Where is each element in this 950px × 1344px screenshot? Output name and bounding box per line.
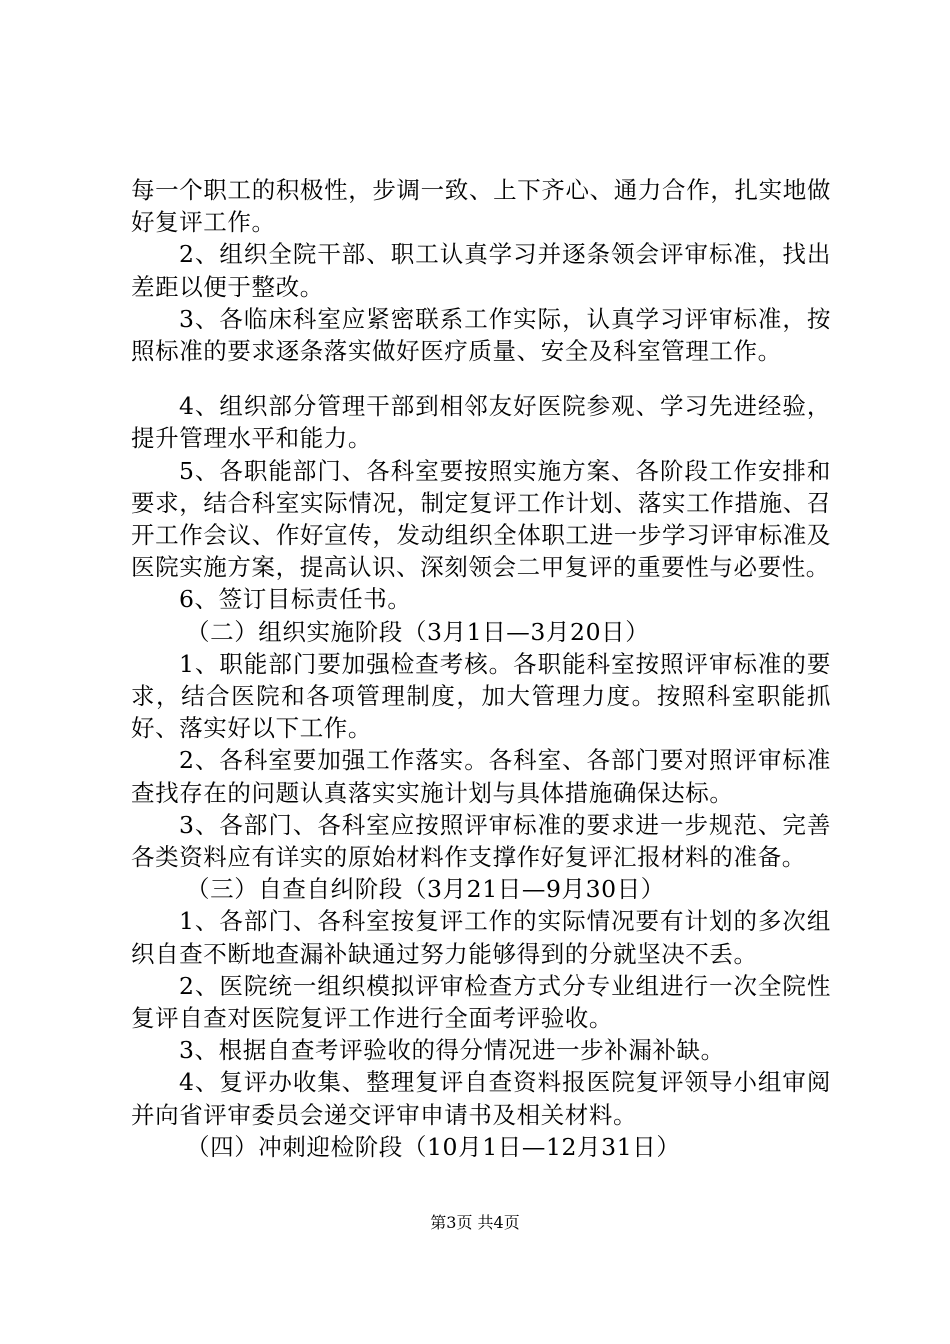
list-item-3-3: 3、根据自查考评验收的得分情况进一步补漏补缺。 (179, 1036, 725, 1065)
list-item-5: 5、各职能部门、各科室要按照实施方案、各阶段工作安排和要求，结合科室实际情况，制定复评工作计划、落实工作措施、召开工作会议、作好宣传，发动组织全体职工进一步学习评审标准及医院实施方案，提高认识、深刻领会二甲复评的重要性与必要性。 (131, 456, 831, 582)
paragraph-continuation: 每一个职工的积极性，步调一致、上下齐心、通力合作，扎实地做好复评工作。 (131, 176, 831, 237)
section-heading-3: （三）自查自纠阶段（3月21日—9月30日） (186, 875, 665, 904)
document-body (131, 174, 831, 1163)
list-item-3-2: 2、医院统一组织模拟评审检查方式分专业组进行一次全院性复评自查对医院复评工作进行全面考评验收。 (131, 971, 831, 1033)
list-item-3-1: 1、各部门、各科室按复评工作的实际情况要有计划的多次组织自查不断地查漏补缺通过努力能够得到的分就坚决不丢。 (131, 907, 831, 968)
section-heading-4: （四）冲刺迎检阶段（10月1日—12月31日） (186, 1132, 681, 1161)
list-item-2-2: 2、各科室要加强工作落实。各科室、各部门要对照评审标准查找存在的问题认真落实实施计划与具体措施确保达标。 (131, 746, 831, 807)
page-footer: 第3页 共4页 (430, 1213, 520, 1232)
list-item-2: 2、组织全院干部、职工认真学习并逐条领会评审标准，找出差距以便于整改。 (131, 240, 831, 301)
list-item-3-4: 4、复评办收集、整理复评自查资料报医院复评领导小组审阅并向省评审委员会递交评审申请书及相关材料。 (131, 1068, 831, 1129)
section-heading-2: （二）组织实施阶段（3月1日—3月20日） (186, 617, 650, 646)
list-item-4: 4、组织部分管理干部到相邻友好医院参观、学习先进经验，提升管理水平和能力。 (131, 392, 831, 453)
list-item-6: 6、签订目标责任书。 (179, 585, 412, 614)
list-item-2-3: 3、各部门、各科室应按照评审标准的要求进一步规范、完善各类资料应有详实的原始材料作支撑作好复评汇报材料的准备。 (131, 810, 831, 872)
list-item-3: 3、各临床科室应紧密联系工作实际，认真学习评审标准，按照标准的要求逐条落实做好医疗质量、安全及科室管理工作。 (131, 304, 831, 366)
list-item-2-1: 1、职能部门要加强检查考核。各职能科室按照评审标准的要求，结合医院和各项管理制度，加大管理力度。按照科室职能抓好、落实好以下工作。 (131, 649, 831, 743)
